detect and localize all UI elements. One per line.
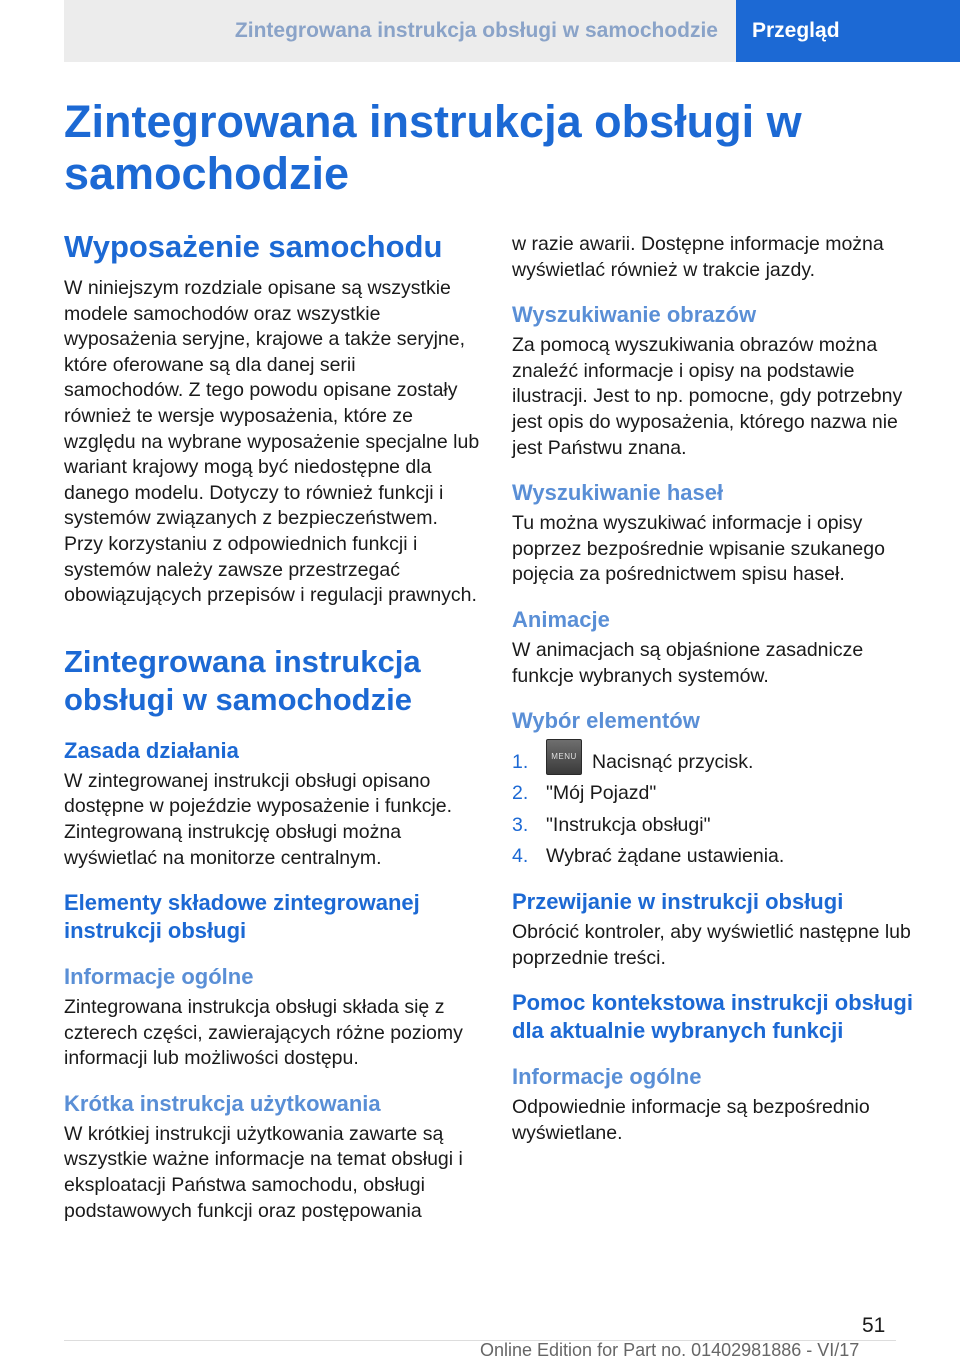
paragraph-informacje: Zintegrowana instrukcja obsługi składa się z czterech części, zawierających różne poziomy informacji lub możliwości dostępu.	[64, 996, 463, 1070]
page-title: Zintegrowana instrukcja obsługi w samochodzie	[64, 96, 802, 199]
step-number: 1.	[512, 750, 529, 773]
paragraph-przewijanie: Obrócić kontroler, aby wyświetlić następne lub poprzednie treści.	[512, 920, 911, 969]
paragraph-animacje: W animacjach są objaśnione zasadnicze funkcje wybranych systemów.	[512, 638, 864, 687]
heading-wyposazenie: Wyposażenie samochodu	[64, 229, 443, 264]
heading-elementy: Elementy składowe zintegrowanej instrukcji obsługi	[64, 890, 420, 944]
heading-pomoc: Pomoc kontekstowa instrukcji obsługi dla aktualnie wybranych funkcji	[512, 990, 913, 1044]
heading-hasel: Wyszukiwanie haseł	[512, 480, 724, 506]
list-item	[512, 739, 928, 775]
step-text: Nacisnąć przycisk.	[592, 750, 754, 773]
left-column	[64, 228, 480, 1224]
paragraph-zasada: W zintegrowanej instrukcji obsługi opisano dostępne w pojeździe wyposażenie i funkcje. Zintegrowaną instrukcję obsługi można wyświetlać na monitorze centralnym.	[64, 769, 453, 869]
heading-zintegrowana: Zintegrowana instrukcja obsługi w samochodzie	[64, 643, 421, 717]
step-number: 4.	[512, 845, 529, 868]
running-header	[64, 0, 960, 62]
paragraph-obrazow: Za pomocą wyszukiwania obrazów można znaleźć informacje i opisy na podstawie ilustracji. Jest to np. pomocne, gdy potrzebny jest opis do wyposażenia, którego nazwa nie jest Państwu znana.	[512, 334, 903, 459]
step-number: 2.	[512, 782, 529, 805]
list-item	[512, 813, 928, 839]
footer-edition: Online Edition for Part no. 01402981886 - VI/17	[480, 1340, 860, 1360]
heading-krotka: Krótka instrukcja użytkowania	[64, 1090, 381, 1116]
right-column	[512, 232, 928, 1146]
steps-list	[512, 739, 928, 870]
paragraph-informacje-2: Odpowiednie informacje są bezpośrednio wyświetlane.	[512, 1096, 870, 1144]
heading-wybor: Wybór elementów	[512, 708, 700, 734]
step-text: "Mój Pojazd"	[546, 782, 657, 805]
paragraph-wyposazenie: W niniejszym rozdziale opisane są wszystkie modele samochodów oraz wszystkie wyposażenia seryjne, krajowe a także seryjne, które oferowane są dla danej serii samochodów. Z tego powodu opisane zostały również te wersje wyposażenia, które ze względu na wybrane wyposażenie specjalne lub wariant krajowy mogą być niedostępne dla danego modelu. Dotyczy to również funkcji i systemów związanych z bezpieczeństwem. Przy korzystaniu z odpowiednich funkcji i systemów należy zawsze przestrzegać obowiązujących przepisów i regulacji prawnych.	[64, 277, 480, 607]
page-number: 51	[862, 1314, 886, 1337]
list-item	[512, 844, 928, 870]
list-item	[512, 781, 928, 807]
step-text: "Instrukcja obsługi"	[546, 813, 711, 836]
header-section-title: Zintegrowana instrukcja obsługi w samochodzie	[64, 0, 736, 62]
menu-button-icon: MENU	[546, 739, 582, 775]
heading-informacje-2: Informacje ogólne	[512, 1064, 702, 1090]
heading-przewijanie: Przewijanie w instrukcji obsługi	[512, 888, 844, 914]
paragraph-krotka: W krótkiej instrukcji użytkowania zawarte są wszystkie ważne informacje na temat obsługi i eksploatacji Państwa samochodu, obsługi podstawowych funkcji oraz postępowania	[64, 1122, 463, 1222]
paragraph-hasel: Tu można wyszukiwać informacje i opisy poprzez bezpośrednie wpisanie szukanego pojęcia za pośrednictwem spisu haseł.	[512, 512, 885, 586]
step-text: Wybrać żądane ustawienia.	[546, 845, 785, 868]
heading-animacje: Animacje	[512, 606, 610, 632]
heading-obrazow: Wyszukiwanie obrazów	[512, 302, 757, 328]
heading-zasada: Zasada działania	[64, 737, 239, 763]
step-number: 3.	[512, 813, 529, 836]
header-chapter-tab: Przegląd	[736, 0, 960, 62]
paragraph-continuation: w razie awarii. Dostępne informacje można wyświetlać również w trakcie jazdy.	[512, 233, 884, 281]
heading-informacje: Informacje ogólne	[64, 964, 254, 990]
